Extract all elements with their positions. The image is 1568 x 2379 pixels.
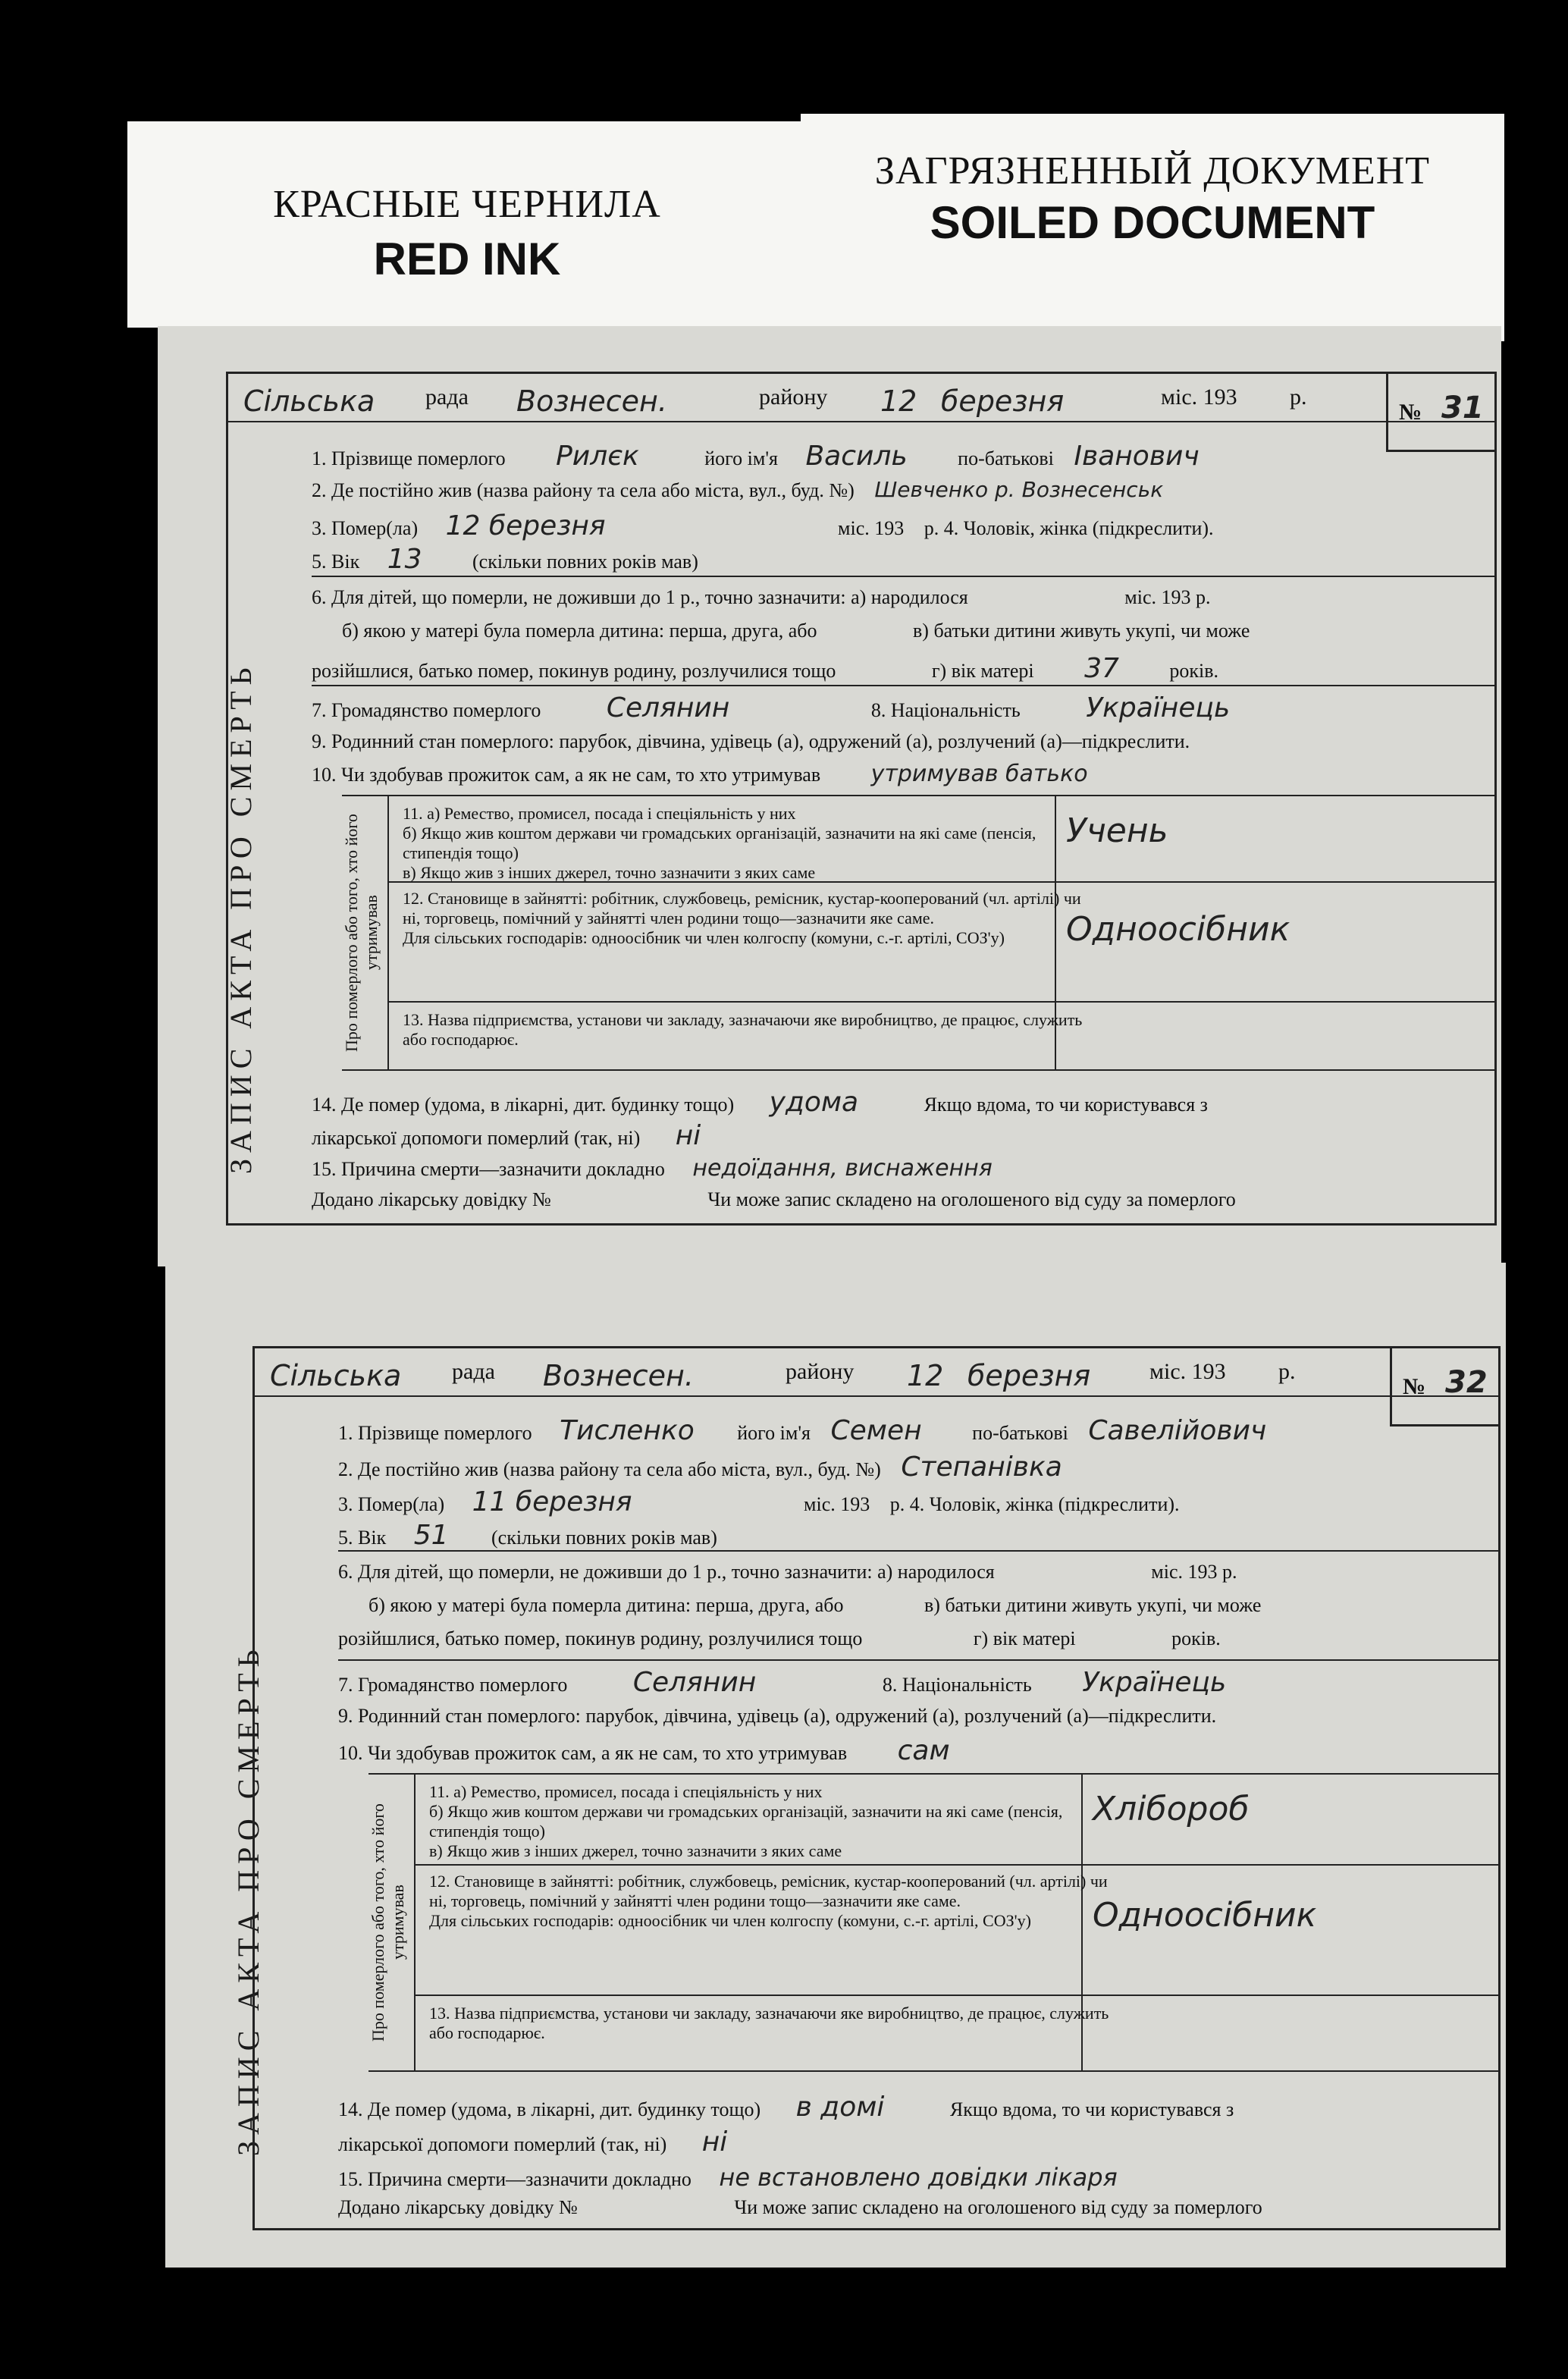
field-1-name-label: його ім'я [704,447,778,469]
field-16-label: Додано лікарську довідку № [312,1188,551,1210]
death-record-sheet-1 [158,326,1501,1266]
age: 51 [413,1520,449,1551]
field-5-note: (скільки повних років мав) [491,1527,717,1549]
field-6b-end: в) батьки дитини живуть укупі, чи може [913,620,1250,642]
occupation: Хлібороб [1093,1790,1250,1828]
died-date: 11 березня [472,1486,632,1517]
nationality: Українець [1082,1667,1227,1698]
record-number-box [1390,1346,1501,1426]
field-5-label: 5. Вік [338,1527,387,1549]
field-12-label: 12. Становище в зайнятті: робітник, службовець, ремісник, кустар-кооперований (чл. артілі) чи ні, торговець, помічний у зайнятті член родини тощо—зазначити яке саме. Для сільських господарів: одноосібник чи член колгоспу (комуни, с.-г. артілі, СОЗ'у) [429,1872,1108,1930]
field-10 [338,1735,950,1766]
patronymic: Савелійович [1088,1415,1267,1446]
cause-of-death: не встановлено довідки лікаря [719,2163,1118,2192]
divider [338,1550,1498,1552]
rada-label: рада [425,384,469,410]
medical-help: ні [701,2126,728,2158]
patronymic: Іванович [1074,441,1200,472]
divider [312,576,1494,577]
field-15-label: 15. Причина смерти—зазначити докладно [338,2168,691,2190]
age: 13 [387,544,422,575]
divider [414,1995,1498,1996]
where-died: в домі [795,2092,885,2123]
field-6b [368,1594,1261,1617]
red-ink-label-en: RED INK [373,234,561,284]
field-14c-label: лікарської допомоги померлий (так, ні) [338,2133,667,2155]
red-ink-label [127,121,807,328]
occupation: Учень [1066,811,1168,850]
field-11-label: 11. а) Ремество, промисел, посада і спеціяльність у них б) Якщо жив коштом держави чи громадських організацій, зазначити на які саме (пенсія, стипендія тощо) в) Якщо жив з інших джерел, точно зазначити з яких саме [403,804,1036,882]
field-16-b: Чи може запис складено на оголошеного від суду за померлого [707,1188,1236,1210]
field-6a-end: міс. 193 р. [1151,1561,1237,1583]
field-2 [312,477,1163,502]
field-15 [312,1155,993,1182]
divider [414,1775,416,2070]
field-6b-end: в) батьки дитини живуть укупі, чи може [924,1594,1262,1616]
council-type: Сільська [243,384,375,418]
field-1-label: 1. Прізвище померлого [312,447,506,469]
address: Шевченко р. Вознесенськ [874,477,1164,502]
field-12-label: 12. Становище в зайнятті: робітник, службовець, ремісник, кустар-кооперований (чл. артілі) чи ні, торговець, помічний у зайнятті член родини тощо—зазначити яке саме. Для сільських господарів: одноосібник чи член колгоспу (комуни, с.-г. артілі, СОЗ'у) [403,889,1081,947]
red-ink-label-ru: КРАСНЫЕ ЧЕРНИЛА [273,183,661,226]
r-label: р. [1290,384,1307,410]
divider [387,796,389,1069]
field-3-label: 3. Помер(ла) [338,1493,445,1515]
first-name: Василь [805,441,908,472]
mis-label: міс. 193 [1161,384,1237,410]
field-14-label: 14. Де помер (удома, в лікарні, дит. будинку тощо) [312,1094,735,1116]
field-7-label: 7. Громадянство померлого [312,699,541,721]
field-9 [312,730,1190,753]
field-5-label: 5. Вік [312,551,360,573]
field-9-label: 9. Родинний стан померлого: парубок, дівчина, удівець (а), одружений (а), розлучений (а)—підкреслити. [338,1705,1217,1727]
field-7-label: 7. Громадянство померлого [338,1674,568,1696]
field-9 [338,1705,1216,1728]
field-6c [338,1627,1221,1650]
field-16 [312,1188,1236,1211]
field-1-label: 1. Прізвище померлого [338,1422,532,1444]
field-7 [338,1667,1226,1698]
vertical-title: ЗАПИС АКТА ПРО СМЕРТЬ [231,1643,265,2156]
nationality: Українець [1086,692,1231,723]
field-3-label: 3. Помер(ла) [312,517,419,539]
field-6a-end: міс. 193 р. [1124,586,1211,608]
first-name: Семен [830,1415,922,1446]
field-10 [312,761,1088,787]
supported-by: сам [897,1735,950,1766]
field-11-label: 11. а) Ремество, промисел, посада і спеціяльність у них б) Якщо жив коштом держави чи громадських організацій, зазначити на які саме (пенсія, стипендія тощо) в) Якщо жив з інших джерел, точно зазначити з яких саме [429,1782,1063,1860]
field-3 [338,1486,1180,1517]
field-2 [338,1452,1062,1483]
field-13-label: 13. Назва підприємства, установи чи закладу, зазначаючи яке виробництво, де працює, служить або господарює. [403,1010,1083,1049]
form-frame [226,372,1497,1226]
field-6a-label: 6. Для дітей, що померли, не доживши до 1 р., точно зазначити: а) народилося [338,1561,995,1583]
field-14-b: Якщо вдома, то чи користувався з [924,1094,1208,1116]
where-died: удома [769,1087,859,1118]
record-number: 31 [1441,391,1484,425]
mis-label: міс. 193 [1149,1359,1226,1384]
field-14-label: 14. Де помер (удома, в лікарні, дит. будинку тощо) [338,2098,761,2120]
record-number: 32 [1445,1365,1488,1400]
field-5-note: (скільки повних років мав) [472,551,698,573]
field-6c-end: років. [1171,1627,1221,1649]
day: 12 [880,384,917,418]
record-number-box [1386,372,1497,452]
field-5 [338,1520,717,1551]
field-6c-mid: г) вік матері [931,660,1034,682]
vertical-title: ЗАПИС АКТА ПРО СМЕРТЬ [224,661,258,1174]
field-13-label: 13. Назва підприємства, установи чи закладу, зазначаючи яке виробництво, де працює, служить або господарює. [429,2004,1109,2042]
field-4-label: р. 4. Чоловік, жінка (підкреслити). [889,1493,1180,1515]
rada-label: рада [452,1359,495,1384]
number-label: № [1403,1374,1426,1399]
form-frame [252,1346,1501,2230]
occupation-block [368,1773,1498,2072]
soiled-document-label [801,114,1504,341]
field-6b [342,620,1250,642]
field-6c-mid: г) вік матері [973,1627,1076,1649]
council-type: Сільська [270,1359,402,1392]
divider [312,685,1494,686]
field-16-b: Чи може запис складено на оголошеного від суду за померлого [734,2196,1262,2218]
council-name: Вознесен. [516,384,667,418]
rayon-label: району [759,384,828,410]
death-record-sheet-2 [165,1263,1506,2268]
field-6b-label: б) якою у матері була померла дитина: перша, друга, або [368,1594,844,1616]
side-note: Про померлого або того, хто його утримував [342,814,381,1052]
field-15-label: 15. Причина смерти—зазначити докладно [312,1158,665,1180]
month: березня [941,384,1065,418]
field-1-name-label: його ім'я [737,1422,811,1444]
divider [338,1659,1498,1661]
month: березня [967,1359,1091,1392]
field-3-mis: міс. 193 [838,517,905,539]
field-3-mis: міс. 193 [804,1493,870,1515]
field-6b-label: б) якою у матері була померла дитина: перша, друга, або [342,620,817,642]
field-15 [338,2163,1118,2192]
field-1-patr-label: по-батькові [958,447,1054,469]
field-14c [338,2126,727,2158]
surname: Тисленко [560,1415,695,1446]
side-note: Про померлого або того, хто його утримував [368,1803,407,2042]
field-14 [338,2092,1234,2123]
field-14 [312,1087,1208,1118]
employment-status: Одноосібник [1066,910,1290,949]
field-6a-label: 6. Для дітей, що померли, не доживши до 1 р., точно зазначити: а) народилося [312,586,968,608]
employment-status: Одноосібник [1093,1896,1317,1935]
field-6c [312,653,1218,684]
field-9-label: 9. Родинний стан померлого: парубок, дівчина, удівець (а), одружений (а), розлучений (а)—підкреслити. [312,730,1190,752]
field-14c-label: лікарської допомоги померлий (так, ні) [312,1127,641,1149]
field-5 [312,544,698,575]
field-14c [312,1120,701,1151]
field-1-patr-label: по-батькові [972,1422,1068,1444]
field-3 [312,510,1214,541]
cause-of-death: недоїдання, виснаження [692,1155,993,1182]
field-6c-label: розійшлися, батько помер, покинув родину, розлучилися тощо [338,1627,863,1649]
field-8-label: 8. Національність [870,699,1021,721]
divider [387,881,1494,883]
mother-age: 37 [1084,653,1119,684]
medical-help: ні [675,1120,701,1151]
header-row [255,1348,1498,1397]
field-6c-end: років. [1169,660,1219,682]
rayon-label: району [786,1359,855,1384]
field-6a [312,586,1210,609]
header-row [228,374,1494,422]
surname: Рилєк [556,441,639,472]
field-6a [338,1561,1237,1583]
citizenship: Селянин [632,1667,757,1698]
field-6c-label: розійшлися, батько помер, покинув родину, розлучилися тощо [312,660,836,682]
r-label: р. [1278,1359,1296,1384]
day: 12 [907,1359,944,1392]
field-1 [312,441,1200,472]
field-10-label: 10. Чи здобував прожиток сам, а як не сам, то хто утримував [312,764,821,786]
council-name: Вознесен. [543,1359,694,1392]
soiled-label-ru: ЗАГРЯЗНЕННЫЙ ДОКУМЕНТ [874,149,1431,193]
field-7 [312,692,1230,723]
divider [387,1001,1494,1003]
citizenship: Селянин [606,692,730,723]
field-2-label: 2. Де постійно жив (назва району та села або міста, вул., буд. №) [338,1458,881,1480]
field-2-label: 2. Де постійно жив (назва району та села або міста, вул., буд. №) [312,479,855,501]
address: Степанівка [901,1452,1062,1483]
field-10-label: 10. Чи здобував прожиток сам, а як не сам, то хто утримував [338,1742,848,1764]
field-8-label: 8. Національність [882,1674,1032,1696]
field-4-label: р. 4. Чоловік, жінка (підкреслити). [924,517,1214,539]
occupation-block [342,795,1494,1071]
field-16-label: Додано лікарську довідку № [338,2196,578,2218]
died-date: 12 березня [445,510,606,541]
divider [414,1864,1498,1866]
field-1 [338,1415,1266,1446]
field-16 [338,2196,1262,2219]
field-14-b: Якщо вдома, то чи користувався з [949,2098,1234,2120]
number-label: № [1399,400,1422,425]
soiled-label-en: SOILED DOCUMENT [930,197,1375,248]
supported-by: утримував батько [870,761,1088,787]
